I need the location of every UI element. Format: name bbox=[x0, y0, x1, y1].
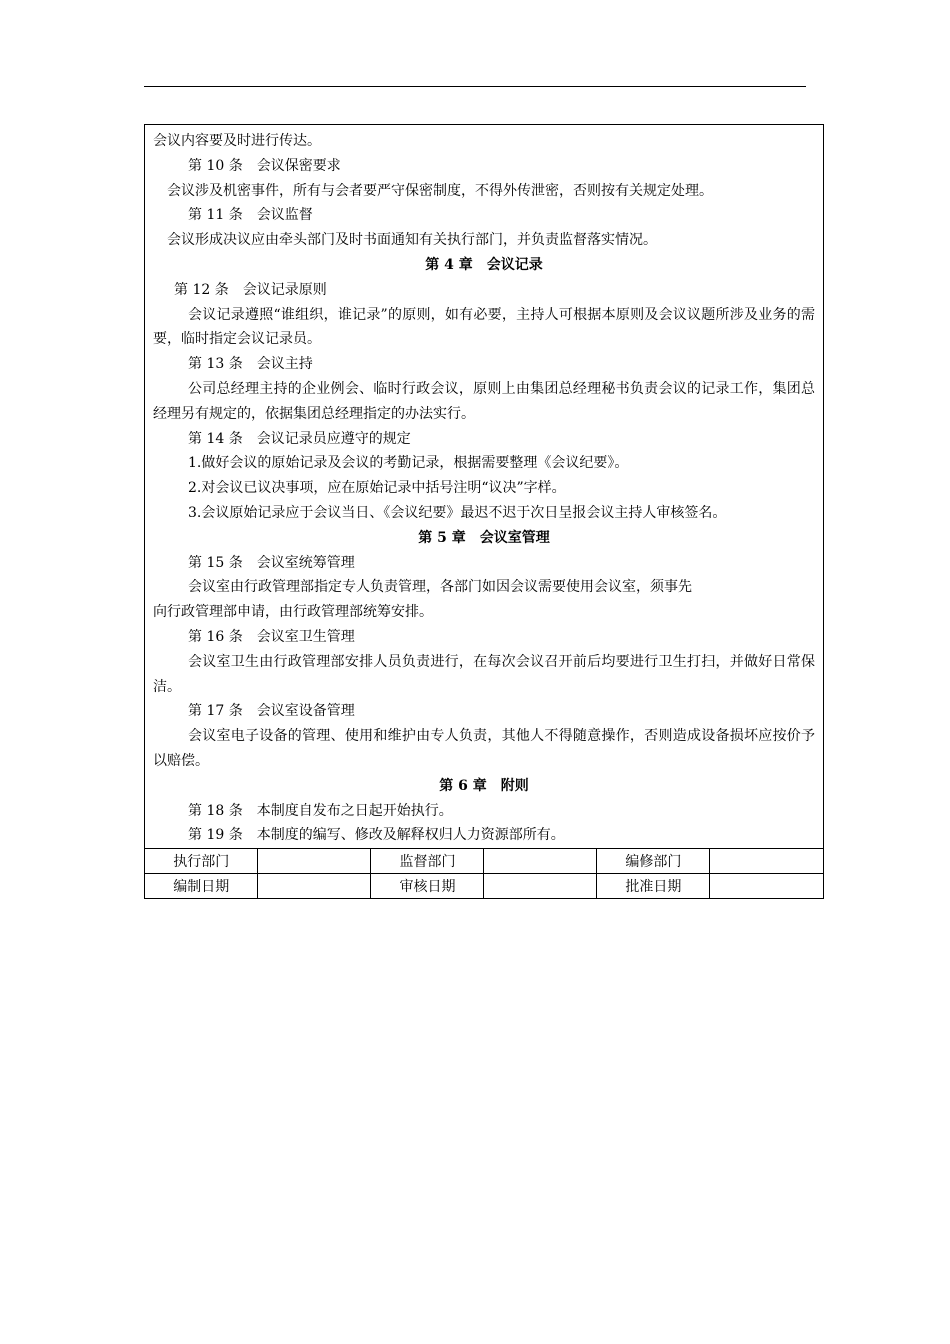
edit-dept-value bbox=[710, 849, 823, 874]
chapter-heading: 第 5 章 会议室管理 bbox=[418, 529, 550, 546]
header-rule bbox=[144, 86, 806, 87]
supervise-dept-label: 监督部门 bbox=[371, 849, 484, 874]
supervise-dept-value bbox=[484, 849, 597, 874]
review-date-value bbox=[484, 874, 597, 899]
table-row bbox=[145, 849, 823, 874]
approve-date-value bbox=[710, 874, 823, 899]
article-heading: 第 15 条 会议室统筹管理 bbox=[188, 554, 355, 571]
exec-dept-value bbox=[258, 849, 371, 874]
paragraph: 向行政管理部申请，由行政管理部统筹安排。 bbox=[153, 604, 433, 621]
article-heading: 第 11 条 会议监督 bbox=[188, 207, 313, 224]
list-item: 3.会议原始记录应于会议当日、《会议纪要》最迟不迟于次日呈报会议主持人审核签名。 bbox=[188, 504, 727, 521]
document-body bbox=[145, 125, 823, 848]
paragraph: 会议室电子设备的管理、使用和维护由专人负责，其他人不得随意操作，否则造成设备损坏应按价予以赔偿。 bbox=[153, 728, 815, 769]
paragraph: 会议室由行政管理部指定专人负责管理，各部门如因会议需要使用会议室，须事先 bbox=[188, 579, 692, 596]
paragraph: 会议形成决议应由牵头部门及时书面通知有关执行部门，并负责监督落实情况。 bbox=[167, 232, 657, 249]
compile-date-label: 编制日期 bbox=[145, 874, 258, 899]
exec-dept-label: 执行部门 bbox=[145, 849, 258, 874]
signoff-table bbox=[145, 848, 823, 898]
article-heading: 第 17 条 会议室设备管理 bbox=[188, 703, 355, 720]
article-heading: 第 18 条 本制度自发布之日起开始执行。 bbox=[188, 802, 453, 819]
article-heading: 第 12 条 会议记录原则 bbox=[174, 281, 327, 298]
paragraph: 会议室卫生由行政管理部安排人员负责进行，在每次会议召开前后均要进行卫生打扫，并做好日常保洁。 bbox=[153, 653, 815, 695]
article-heading: 第 16 条 会议室卫生管理 bbox=[188, 628, 355, 645]
approve-date-label: 批准日期 bbox=[597, 874, 710, 899]
chapter-heading: 第 6 章 附则 bbox=[439, 777, 529, 794]
edit-dept-label: 编修部门 bbox=[597, 849, 710, 874]
table-row bbox=[145, 874, 823, 899]
paragraph: 会议涉及机密事件，所有与会者要严守保密制度，不得外传泄密，否则按有关规定处理。 bbox=[167, 182, 713, 199]
article-heading: 第 14 条 会议记录员应遵守的规定 bbox=[188, 430, 411, 447]
paragraph: 会议记录遵照“谁组织，谁记录”的原则，如有必要，主持人可根据本原则及会议议题所涉及业务的需要，临时指定会议记录员。 bbox=[153, 306, 815, 348]
article-heading: 第 10 条 会议保密要求 bbox=[188, 157, 341, 174]
article-heading: 第 13 条 会议主持 bbox=[188, 356, 313, 373]
paragraph: 会议内容要及时进行传达。 bbox=[153, 133, 321, 149]
chapter-heading: 第 4 章 会议记录 bbox=[425, 256, 543, 273]
article-heading: 第 19 条 本制度的编写、修改及解释权归人力资源部所有。 bbox=[188, 827, 565, 844]
list-item: 2.对会议已议决事项，应在原始记录中括号注明“议决”字样。 bbox=[188, 480, 566, 497]
list-item: 1.做好会议的原始记录及会议的考勤记录，根据需要整理《会议纪要》。 bbox=[188, 455, 629, 472]
document-frame bbox=[144, 124, 824, 899]
review-date-label: 审核日期 bbox=[371, 874, 484, 899]
paragraph: 公司总经理主持的企业例会、临时行政会议，原则上由集团总经理秘书负责会议的记录工作，集团总经理另有规定的，依据集团总经理指定的办法实行。 bbox=[153, 380, 815, 422]
compile-date-value bbox=[258, 874, 371, 899]
